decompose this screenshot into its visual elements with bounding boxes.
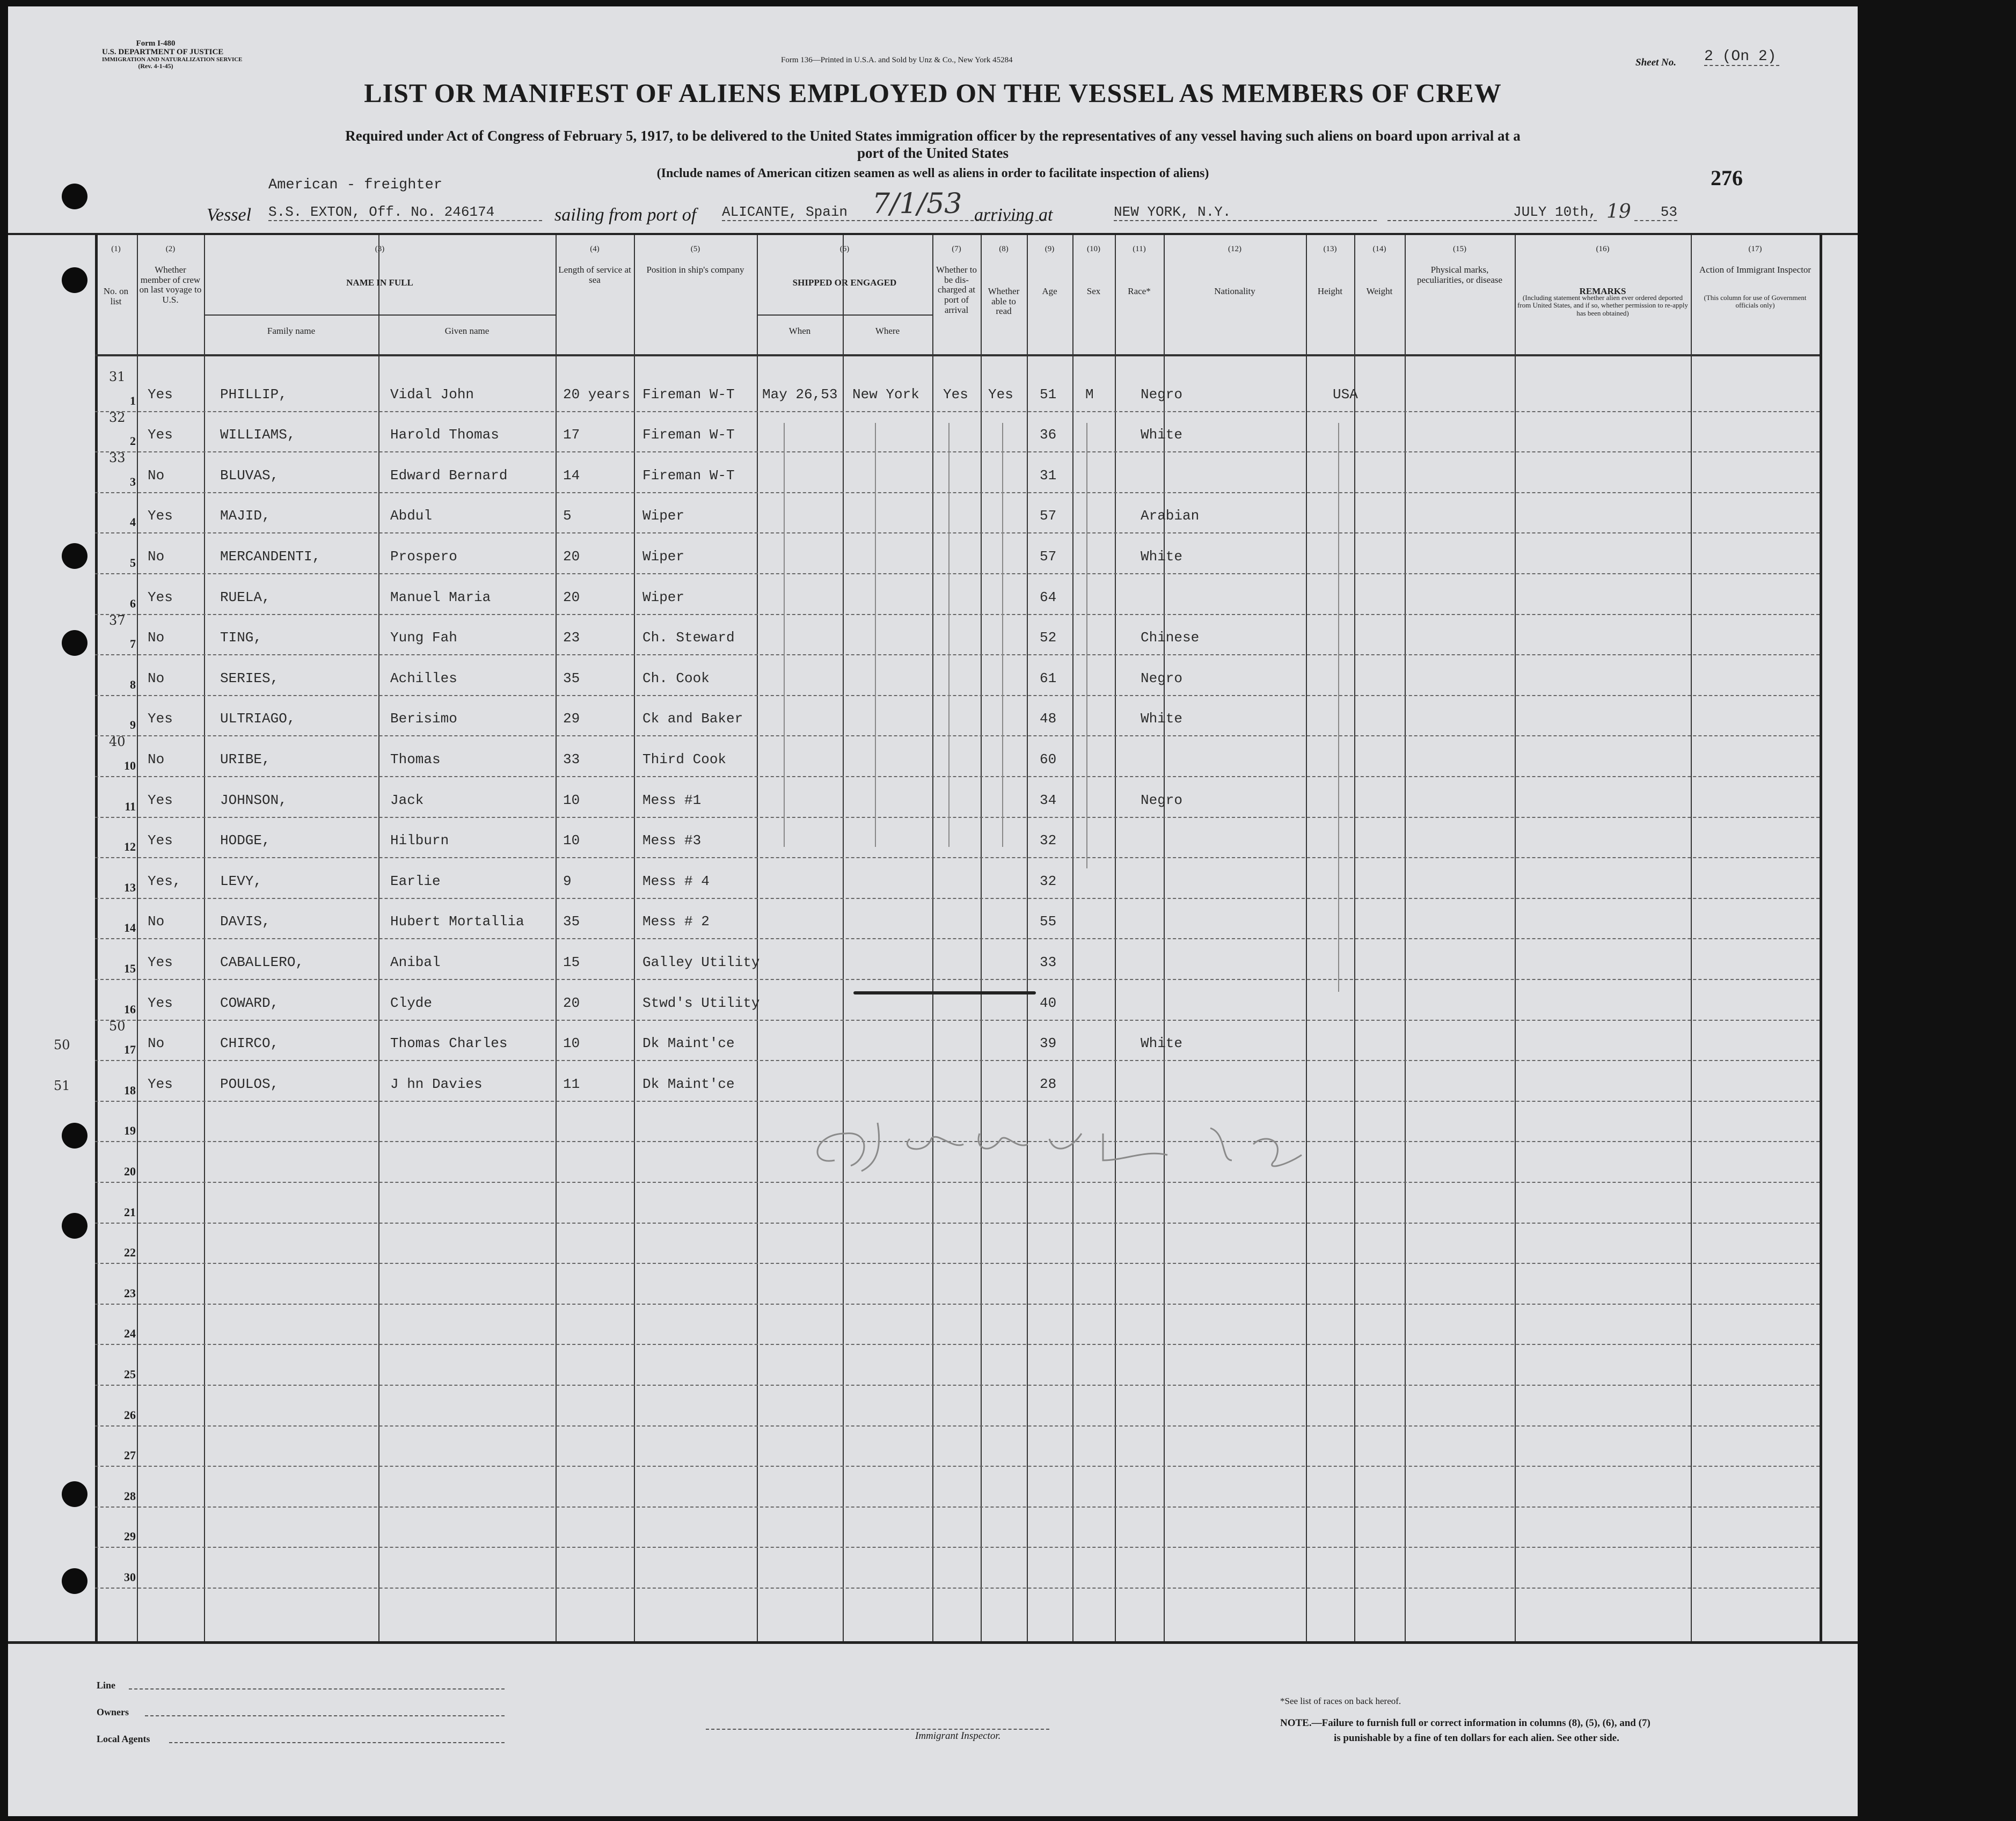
cell-service: 35: [563, 913, 580, 930]
cell-position: Ch. Cook: [642, 670, 710, 686]
row-rule: [95, 614, 1820, 615]
column-subheader: Given name: [444, 326, 490, 336]
cell-age: 61: [1040, 670, 1057, 686]
row-number: 23: [124, 1286, 136, 1300]
row-number: 29: [124, 1530, 136, 1544]
row-rule: [95, 1588, 1820, 1589]
column-header: Whether member of crew on last voyage to U.S.: [139, 265, 202, 305]
binder-hole: [62, 630, 87, 656]
row-rule: [95, 938, 1820, 939]
cell-family: ULTRIAGO,: [220, 711, 296, 727]
margin-number: 51: [54, 1078, 70, 1093]
year-suffix: 53: [1634, 204, 1677, 221]
cell-prev: Yes: [148, 954, 173, 970]
cell-prev: Yes: [148, 508, 173, 524]
cell-family: LEVY,: [220, 873, 262, 889]
cell-position: Mess #1: [642, 792, 702, 808]
list-number: 31: [109, 369, 126, 384]
cell-family: SERIES,: [220, 670, 279, 686]
cell-age: 57: [1040, 549, 1057, 565]
cell-race: White: [1141, 549, 1183, 565]
cell-family: URIBE,: [220, 751, 271, 767]
row-rule: [95, 1506, 1820, 1508]
cell-service: 10: [563, 832, 580, 849]
column-header: Race*: [1128, 286, 1151, 296]
row-rule: [95, 1223, 1820, 1224]
arriving-label: arriving at: [974, 205, 1053, 225]
row-rule: [95, 1547, 1820, 1548]
cell-given: Anibal: [390, 954, 441, 970]
cell-given: Berisimo: [390, 711, 457, 727]
list-number: 32: [109, 409, 126, 425]
row-number: 30: [124, 1570, 136, 1584]
ditto-mark: [784, 423, 785, 847]
ditto-mark: [1338, 423, 1339, 992]
vessel-type: American - freighter: [268, 177, 443, 193]
cell-family: JOHNSON,: [220, 792, 287, 808]
column-header: Weight: [1366, 286, 1393, 296]
row-rule: [95, 979, 1820, 980]
local-agents-field: [169, 1735, 505, 1743]
row-rule: [95, 1182, 1820, 1183]
cell-given: Thomas Charles: [390, 1035, 508, 1052]
column-header: Height: [1317, 286, 1343, 296]
cell-family: WILLIAMS,: [220, 427, 296, 443]
cell-service: 23: [563, 630, 580, 646]
column-header: Physical marks, peculiarities, or disease: [1416, 265, 1503, 285]
column-number: (10): [1087, 245, 1100, 253]
cell-prev: Yes: [148, 427, 173, 443]
cell-position: Mess #3: [642, 832, 702, 849]
row-rule: [95, 857, 1820, 858]
column-number: (3): [375, 245, 385, 253]
list-number: 40: [109, 734, 126, 750]
column-header: Action of Immigrant Inspector: [1699, 265, 1812, 275]
column-header: No. on list: [103, 286, 129, 306]
cell-service: 14: [563, 467, 580, 484]
printer-line: Form 136—Printed in U.S.A. and Sold by Unz & Co., New York 45284: [781, 56, 1013, 64]
department: U.S. DEPARTMENT OF JUSTICE: [102, 47, 224, 56]
local-agents-label: Local Agents: [97, 1734, 150, 1744]
cell-position: Dk Maint'ce: [642, 1076, 735, 1092]
row-number: 2: [130, 434, 136, 448]
sailing-date-handwritten: 7/1/53: [872, 188, 962, 220]
column-number: (6): [839, 245, 850, 253]
vessel-name: S.S. EXTON, Off. No. 246174: [268, 204, 542, 221]
row-number: 20: [124, 1165, 136, 1178]
cell-position: Wiper: [642, 508, 685, 524]
cell-service: 33: [563, 751, 580, 767]
cell-read: Yes: [988, 386, 1013, 403]
cell-given: Hubert Mortallia: [390, 913, 524, 930]
column-rule: [1820, 235, 1822, 1641]
row-rule: [95, 1263, 1820, 1264]
column-header: Whether to be dis-charged at port of arrival: [936, 265, 977, 315]
row-rule: [95, 1020, 1820, 1021]
cell-given: Vidal John: [390, 386, 474, 403]
row-rule: [95, 817, 1820, 818]
row-number: 5: [130, 556, 136, 569]
subtitle-2: port of the United States: [857, 145, 1009, 161]
column-header: SHIPPED OR ENGAGED: [792, 277, 897, 288]
cell-given: Yung Fah: [390, 630, 457, 646]
cell-service: 10: [563, 792, 580, 808]
owners-field: [145, 1708, 505, 1716]
cell-age: 48: [1040, 711, 1057, 727]
list-number: 37: [109, 612, 126, 628]
cell-given: Earlie: [390, 873, 441, 889]
column-note: (Including statement whether alien ever ordered deported from United States, and if so, whether permission to re-apply has been obtained): [1517, 294, 1689, 317]
row-rule: [95, 1385, 1820, 1386]
strike-mark: [853, 991, 1036, 994]
column-header: Nationality: [1214, 286, 1255, 296]
cell-position: Galley Utility: [642, 954, 760, 970]
cell-given: Prospero: [390, 549, 457, 565]
row-number: 1: [130, 393, 136, 407]
cell-given: Clyde: [390, 994, 433, 1011]
manifest-sheet: [8, 6, 1858, 1816]
ditto-mark: [1002, 423, 1003, 847]
row-rule: [95, 735, 1820, 736]
cell-position: Ck and Baker: [642, 711, 743, 727]
row-rule: [95, 776, 1820, 777]
binder-hole: [62, 184, 87, 209]
cell-service: 17: [563, 427, 580, 443]
cell-family: TING,: [220, 630, 262, 646]
row-rule: [95, 1466, 1820, 1467]
row-number: 3: [130, 474, 136, 488]
row-rule: [95, 1344, 1820, 1345]
cell-position: Mess # 4: [642, 873, 710, 889]
column-number: (16): [1596, 245, 1610, 253]
row-rule: [95, 411, 1820, 412]
cell-age: 31: [1040, 467, 1057, 484]
cell-race: Negro: [1141, 670, 1183, 686]
row-number: 6: [130, 596, 136, 610]
binder-hole: [62, 267, 87, 293]
cell-where: New York: [852, 386, 919, 403]
cell-service: 9: [563, 873, 572, 889]
row-rule: [95, 532, 1820, 533]
year-prefix: 19: [1606, 201, 1631, 223]
cell-prev: Yes: [148, 792, 173, 808]
cell-race: White: [1141, 1035, 1183, 1052]
cell-service: 29: [563, 711, 580, 727]
cell-age: 60: [1040, 751, 1057, 767]
binder-hole: [62, 1568, 87, 1594]
cell-family: BLUVAS,: [220, 467, 279, 484]
cell-given: Jack: [390, 792, 424, 808]
cell-position: Third Cook: [642, 751, 727, 767]
row-number: 11: [125, 799, 136, 813]
header-rule: [95, 354, 1820, 356]
cell-prev: Yes: [148, 994, 173, 1011]
column-number: (12): [1228, 245, 1241, 253]
form-id: Form I-480: [136, 39, 176, 48]
column-header: Length of service at sea: [558, 265, 631, 285]
cell-service: 20: [563, 589, 580, 605]
cell-family: CHIRCO,: [220, 1035, 279, 1052]
cell-prev: Yes,: [148, 873, 181, 889]
arrival-date: JULY 10th,: [1387, 204, 1597, 221]
cell-prev: No: [148, 549, 165, 565]
row-number: 25: [124, 1367, 136, 1381]
form-id-block: [102, 39, 243, 70]
cell-position: Wiper: [642, 589, 685, 605]
cell-age: 34: [1040, 792, 1057, 808]
column-number: (7): [952, 245, 961, 253]
line-field: [129, 1681, 505, 1690]
column-subheader: Where: [875, 326, 900, 336]
row-rule: [95, 1060, 1820, 1061]
cell-position: Stwd's Utility: [642, 994, 760, 1011]
cell-nationality: USA: [1333, 386, 1358, 403]
row-rule: [95, 573, 1820, 574]
cell-position: Mess # 2: [642, 913, 710, 930]
row-rule: [95, 898, 1820, 899]
cell-position: Fireman W-T: [642, 427, 735, 443]
arriving-port: NEW YORK, N.Y.: [1114, 204, 1377, 221]
ditto-mark: [948, 423, 949, 847]
column-header: Position in ship's company: [646, 265, 744, 275]
cell-family: RUELA,: [220, 589, 271, 605]
cell-family: COWARD,: [220, 994, 279, 1011]
column-number: (1): [111, 245, 121, 253]
cell-service: 5: [563, 508, 572, 524]
service-name: IMMIGRATION AND NATURALIZATION SERVICE: [102, 56, 243, 63]
cell-age: 55: [1040, 913, 1057, 930]
row-number: 12: [124, 840, 136, 854]
list-number: 33: [109, 450, 126, 466]
cell-age: 51: [1040, 386, 1057, 403]
row-number: 19: [124, 1124, 136, 1138]
cell-given: Edward Bernard: [390, 467, 508, 484]
column-number: (5): [690, 245, 700, 253]
row-rule: [95, 492, 1820, 493]
sheet-value: 2 (On 2): [1704, 48, 1779, 66]
cell-age: 32: [1040, 832, 1057, 849]
row-number: 10: [124, 759, 136, 772]
cell-family: PHILLIP,: [220, 386, 287, 403]
cell-prev: No: [148, 630, 165, 646]
cell-family: DAVIS,: [220, 913, 271, 930]
cell-service: 20 years: [563, 386, 630, 403]
cell-service: 35: [563, 670, 580, 686]
cell-given: Achilles: [390, 670, 457, 686]
column-note: (This column for use of Government officials only): [1704, 294, 1807, 310]
form-revision: (Rev. 4-1-45): [138, 62, 173, 70]
line-label: Line: [97, 1680, 116, 1691]
fine-note-1: NOTE.—Failure to furnish full or correct information in columns (8), (5), (6), and (7): [1280, 1717, 1650, 1729]
sheet-label: Sheet No.: [1635, 57, 1676, 68]
cell-age: 52: [1040, 630, 1057, 646]
row-number: 7: [130, 637, 136, 651]
column-number: (8): [999, 245, 1009, 253]
column-header: Sex: [1086, 286, 1101, 296]
vessel-label: Vessel: [207, 205, 252, 225]
cell-race: Negro: [1141, 386, 1183, 403]
cell-service: 15: [563, 954, 580, 970]
column-header: NAME IN FULL: [346, 277, 413, 288]
column-header: Whether able to read: [988, 286, 1020, 317]
cell-given: Harold Thomas: [390, 427, 499, 443]
row-number: 16: [124, 1002, 136, 1016]
page-title: LIST OR MANIFEST OF ALIENS EMPLOYED ON THE VESSEL AS MEMBERS OF CREW: [364, 78, 1502, 108]
binder-hole: [62, 543, 87, 569]
ditto-mark: [875, 423, 876, 847]
column-number: (17): [1748, 245, 1762, 253]
row-number: 14: [124, 921, 136, 935]
column-number: (4): [590, 245, 600, 253]
binder-hole: [62, 1481, 87, 1507]
cell-position: Ch. Steward: [642, 630, 735, 646]
binder-hole: [62, 1213, 87, 1239]
cell-age: 40: [1040, 994, 1057, 1011]
cell-age: 28: [1040, 1076, 1057, 1092]
column-number: (13): [1323, 245, 1337, 253]
cell-prev: Yes: [148, 832, 173, 849]
cell-race: Negro: [1141, 792, 1183, 808]
sailing-port: ALICANTE, Spain: [722, 204, 1044, 221]
row-number: 21: [124, 1205, 136, 1219]
cell-position: Fireman W-T: [642, 386, 735, 403]
row-number: 15: [124, 962, 136, 975]
row-rule: [95, 451, 1820, 452]
cell-prev: Yes: [148, 386, 173, 403]
row-rule: [95, 1304, 1820, 1305]
column-number: (14): [1372, 245, 1386, 253]
cell-race: White: [1141, 427, 1183, 443]
ditto-mark: [1086, 423, 1087, 868]
cell-family: MERCANDENTI,: [220, 549, 321, 565]
cell-age: 64: [1040, 589, 1057, 605]
cell-service: 20: [563, 549, 580, 565]
column-header: Age: [1042, 286, 1057, 296]
cell-race: White: [1141, 711, 1183, 727]
cell-age: 32: [1040, 873, 1057, 889]
sailing-label: sailing from port of: [554, 205, 697, 225]
cell-given: Hilburn: [390, 832, 449, 849]
cell-given: Abdul: [390, 508, 433, 524]
fine-note-2: is punishable by a fine of ten dollars for each alien. See other side.: [1334, 1732, 1619, 1744]
cell-prev: Yes: [148, 711, 173, 727]
cell-prev: Yes: [148, 1076, 173, 1092]
signature-scribble: [802, 1101, 1318, 1182]
inspector-signature-line: [706, 1721, 1049, 1730]
row-rule: [95, 654, 1820, 655]
row-number: 28: [124, 1489, 136, 1503]
row-rule: [95, 1425, 1820, 1427]
cell-age: 33: [1040, 954, 1057, 970]
subtitle-1: Required under Act of Congress of February 5, 1917, to be delivered to the United States immigration officer by the representatives of any vessel having such aliens on board upon arrival at a: [345, 128, 1521, 144]
cell-position: Fireman W-T: [642, 467, 735, 484]
row-number: 22: [124, 1246, 136, 1260]
cell-service: 20: [563, 994, 580, 1011]
row-number: 26: [124, 1408, 136, 1422]
cell-position: Dk Maint'ce: [642, 1035, 735, 1052]
column-subheader: Family name: [267, 326, 316, 336]
owners-label: Owners: [97, 1707, 129, 1717]
cell-race: Arabian: [1141, 508, 1200, 524]
row-number: 9: [130, 718, 136, 732]
subtitle-3: (Include names of American citizen seamen as well as aliens in order to facilitate inspection of aliens): [656, 166, 1209, 180]
cell-race: Chinese: [1141, 630, 1200, 646]
row-number: 8: [130, 677, 136, 691]
row-number: 24: [124, 1327, 136, 1341]
column-number: (9): [1044, 245, 1055, 253]
subheader-rule: [204, 315, 556, 316]
cell-prev: Yes: [148, 589, 173, 605]
cell-given: J hn Davies: [390, 1076, 483, 1092]
cell-age: 57: [1040, 508, 1057, 524]
cell-service: 10: [563, 1035, 580, 1052]
cell-service: 11: [563, 1076, 580, 1092]
row-number: 17: [124, 1043, 136, 1057]
row-number: 13: [124, 880, 136, 894]
list-number: 50: [109, 1018, 126, 1034]
cell-prev: No: [148, 913, 165, 930]
row-number: 27: [124, 1449, 136, 1462]
cell-age: 36: [1040, 427, 1057, 443]
margin-number: 50: [54, 1037, 70, 1053]
column-number: (2): [165, 245, 176, 253]
cell-family: CABALLERO,: [220, 954, 304, 970]
crew-table: [8, 233, 1858, 1644]
column-subheader: When: [788, 326, 811, 336]
cell-discharged: Yes: [943, 386, 968, 403]
column-number: (11): [1133, 245, 1146, 253]
row-rule: [95, 695, 1820, 696]
row-number: 18: [124, 1083, 136, 1097]
cell-family: HODGE,: [220, 832, 271, 849]
row-number: 4: [130, 515, 136, 529]
cell-given: Thomas: [390, 751, 441, 767]
column-header: REMARKS: [1579, 286, 1626, 296]
cell-age: 39: [1040, 1035, 1057, 1052]
cell-prev: No: [148, 1035, 165, 1052]
subheader-rule: [757, 315, 932, 316]
cell-when: May 26,53: [762, 386, 838, 403]
stamp-number: 276: [1711, 166, 1743, 190]
cell-sex: M: [1085, 386, 1094, 403]
cell-prev: No: [148, 751, 165, 767]
races-note: *See list of races on back hereof.: [1280, 1696, 1401, 1706]
cell-family: MAJID,: [220, 508, 271, 524]
cell-family: POULOS,: [220, 1076, 279, 1092]
binder-hole: [62, 1123, 87, 1149]
cell-given: Manuel Maria: [390, 589, 491, 605]
inspector-label: Immigrant Inspector.: [915, 1730, 1001, 1742]
column-number: (15): [1453, 245, 1466, 253]
cell-prev: No: [148, 467, 165, 484]
cell-position: Wiper: [642, 549, 685, 565]
cell-prev: No: [148, 670, 165, 686]
